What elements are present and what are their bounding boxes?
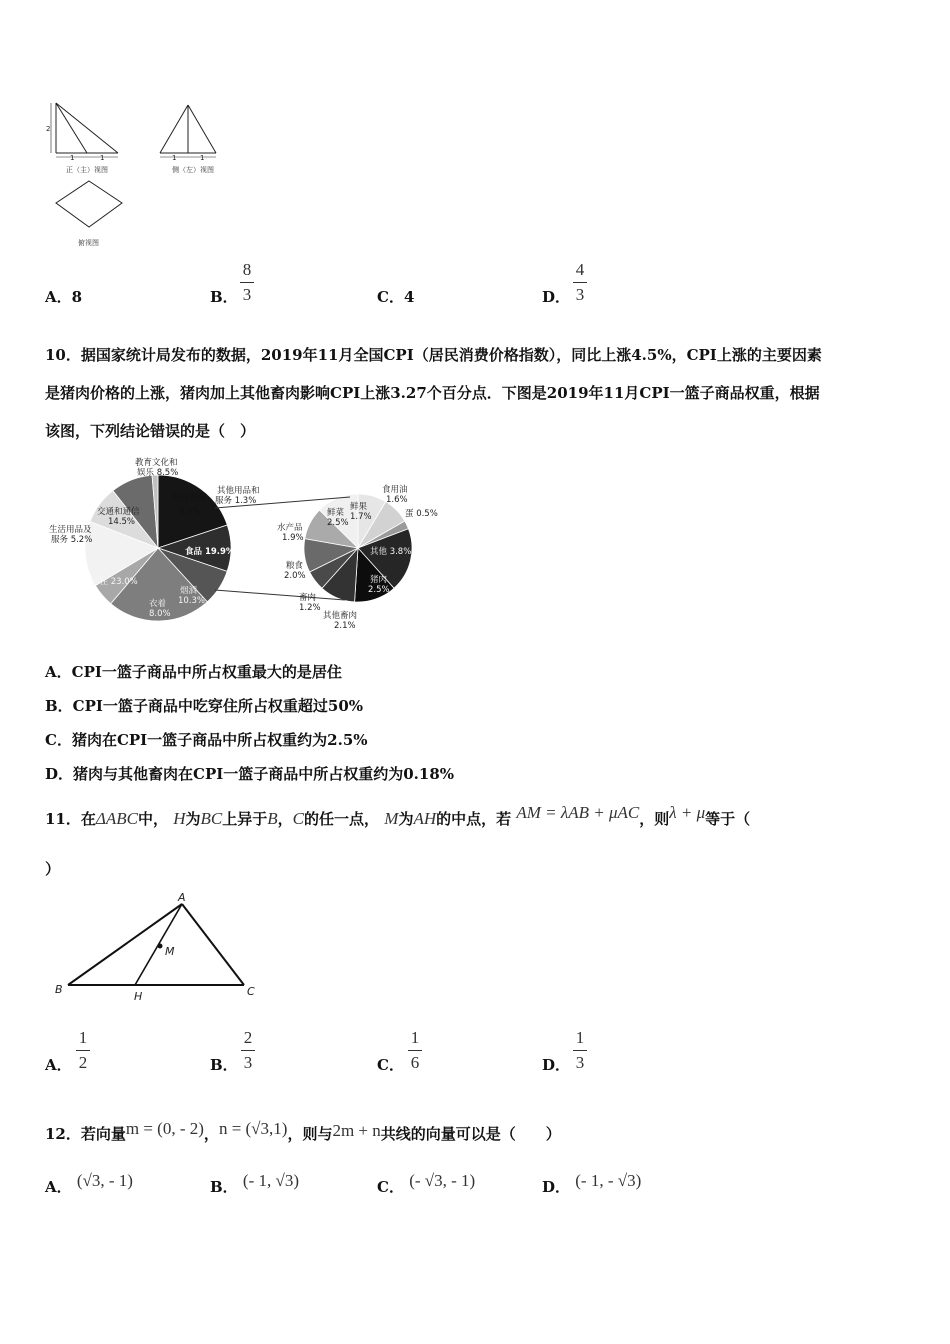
label-fruit-1: 鲜果 xyxy=(350,502,368,512)
q11-triangle: ΔABC xyxy=(95,809,138,828)
q11-text-5: 为 xyxy=(398,810,414,828)
q10-option-d[interactable]: D．猪肉与其他畜肉在CPI一篮子商品中所占权重约为0.18% xyxy=(45,765,455,783)
q11-fig-label-m: M xyxy=(165,945,175,958)
label-other-goods-2: 服务 1.3% xyxy=(215,496,257,506)
q10-option-a[interactable]: A．CPI一篮子商品中所占权重最大的是居住 xyxy=(45,663,342,681)
q9-option-a-value: 8 xyxy=(71,288,83,306)
side-view-dim-right: 1 xyxy=(200,154,205,162)
q11-option-c[interactable] xyxy=(377,1054,404,1075)
q11-text-1: 中， xyxy=(137,810,168,828)
q11-stem-close: ） xyxy=(45,860,61,878)
top-view-label: 俯视图 xyxy=(78,239,99,247)
side-view-label: 侧（左）视图 xyxy=(172,166,214,174)
top-view xyxy=(56,181,122,227)
q11-text-8: 等于（ xyxy=(705,810,751,828)
q11-option-c-fraction xyxy=(408,1028,422,1073)
label-grain-1: 粮食 xyxy=(286,561,304,571)
q11-fig-label-c: C xyxy=(247,985,255,998)
q11-option-a-fraction xyxy=(76,1028,90,1073)
q10-stem-line-2: 是猪肉价格的上涨，猪肉加上其他畜肉影响CPI上涨3.27个百分点．下图是2019年11月CPI一篮子商品权重，根据 xyxy=(45,384,820,402)
q11-option-d[interactable] xyxy=(542,1054,570,1075)
q10-option-b[interactable]: B．CPI一篮子商品中吃穿住所占权重超过50% xyxy=(45,697,364,715)
q11-option-b-denominator: 3 xyxy=(243,1053,253,1072)
q10-stem-line-3: 该图，下列结论错误的是（ ） xyxy=(45,422,256,440)
q12-expression: 2m + n xyxy=(332,1121,381,1140)
label-other: 其他 3.8% xyxy=(370,547,412,557)
q12-option-b-value: (- 1, √3) xyxy=(242,1171,299,1190)
q11-option-a-letter: A． xyxy=(45,1056,72,1074)
label-edu-1: 教育文化和 xyxy=(135,458,178,468)
q12-option-d-value: (- 1, - √3) xyxy=(575,1171,642,1190)
q11-fig-label-a: A xyxy=(178,891,186,904)
q12-option-c-letter: C． xyxy=(377,1178,404,1196)
label-housing: 居住 23.0% xyxy=(91,577,138,587)
label-fruit-2: 1.7% xyxy=(350,512,372,522)
q11-option-c-letter: C． xyxy=(377,1056,404,1074)
q11-option-c-numerator: 1 xyxy=(410,1028,420,1047)
label-other-meat-1: 其他畜肉 xyxy=(323,611,358,621)
q9-option-d-numerator: 4 xyxy=(575,260,585,279)
q12-stem xyxy=(45,1119,561,1145)
q11-vector-equation: AM = λAB + μAC xyxy=(516,803,640,822)
q11-option-d-letter: D． xyxy=(542,1056,571,1074)
q11-point-h: H xyxy=(173,809,186,828)
front-view-dim-right: 1 xyxy=(100,154,105,162)
label-tobacco-1: 烟酒 xyxy=(180,586,198,596)
label-medical-2: 9.3% xyxy=(179,507,201,517)
side-view xyxy=(160,105,216,157)
q11-midpoint-m-dot xyxy=(158,944,163,949)
side-view-dim-left: 1 xyxy=(172,154,177,162)
q11-option-d-denominator: 3 xyxy=(575,1053,585,1072)
q11-text-2: 为 xyxy=(185,810,201,828)
q12-prefix: 12．若向量 xyxy=(45,1125,126,1143)
q11-text-7: ，则 xyxy=(639,810,670,828)
label-daily-2: 服务 5.2% xyxy=(51,535,93,545)
label-veg-2: 2.5% xyxy=(327,518,349,528)
label-oil-1: 食用油 xyxy=(382,485,408,495)
label-grain-2: 2.0% xyxy=(284,571,306,581)
label-clothing-1: 衣着 xyxy=(149,599,167,609)
label-other-meat-2: 2.1% xyxy=(334,621,356,631)
q11-triangle-figure xyxy=(50,890,270,1005)
q12-option-b-letter: B． xyxy=(210,1178,238,1196)
q12-text-2: 共线的向量可以是（ ） xyxy=(380,1125,561,1143)
q11-option-b-numerator: 2 xyxy=(243,1028,253,1047)
q11-segment-ah: AH xyxy=(413,809,437,828)
q12-text-1: ，则与 xyxy=(287,1125,333,1143)
q12-option-a-value: (√3, - 1) xyxy=(76,1171,133,1190)
q11-point-b: B xyxy=(267,809,278,828)
q9-option-c-letter: C． xyxy=(377,288,404,306)
label-daily-1: 生活用品及 xyxy=(49,525,92,535)
q12-option-c[interactable] xyxy=(377,1171,476,1197)
q11-option-b-fraction xyxy=(241,1028,255,1073)
q11-text-6: 的中点，若 xyxy=(436,810,512,828)
label-egg: 蛋 0.5% xyxy=(405,509,438,519)
label-livestock-1: 畜肉 xyxy=(299,593,317,603)
q11-prefix: 11．在 xyxy=(45,810,96,828)
q11-option-d-fraction xyxy=(573,1028,587,1073)
label-oil-2: 1.6% xyxy=(386,495,408,505)
q11-point-m: M xyxy=(384,809,399,828)
q9-option-a[interactable] xyxy=(45,286,82,307)
q9-option-b[interactable] xyxy=(210,286,238,307)
q11-segment-bc: BC xyxy=(200,809,223,828)
label-pork-2: 2.5% xyxy=(368,585,390,595)
front-view-label: 正（主）视图 xyxy=(66,166,108,174)
q11-fig-label-h: H xyxy=(134,990,143,1003)
q11-option-a-numerator: 1 xyxy=(78,1028,88,1047)
label-aquatic-2: 1.9% xyxy=(282,533,304,543)
q10-stem-line-1: 10．据国家统计局发布的数据，2019年11月全国CPI（居民消费价格指数），同比上涨4.5%，CPI上涨的主要因素 xyxy=(45,346,822,364)
q11-point-c: C xyxy=(292,809,305,828)
q10-option-c[interactable]: C．猪肉在CPI一篮子商品中所占权重约为2.5% xyxy=(45,731,368,749)
q9-three-view-figure xyxy=(40,95,240,255)
label-veg-1: 鲜菜 xyxy=(327,508,345,518)
q11-text-3: 上异于 xyxy=(222,810,268,828)
front-view-dim-left: 1 xyxy=(70,154,75,162)
q11-option-d-numerator: 1 xyxy=(575,1028,585,1047)
front-view-height-label: 2 xyxy=(46,125,51,133)
q11-fig-label-b: B xyxy=(55,983,63,996)
label-other-goods-1: 其他用品和 xyxy=(217,486,260,496)
q12-option-d-letter: D． xyxy=(542,1178,571,1196)
front-view xyxy=(51,103,118,157)
q11-text-4: 的任一点， xyxy=(304,810,380,828)
q11-option-b[interactable] xyxy=(210,1054,238,1075)
label-livestock-2: 1.2% xyxy=(299,603,321,613)
label-transport-1: 交通和通信 xyxy=(97,507,140,517)
q12-option-b[interactable] xyxy=(210,1171,299,1197)
q12-option-a-letter: A． xyxy=(45,1178,72,1196)
label-clothing-2: 8.0% xyxy=(149,609,171,619)
q9-option-d-letter: D． xyxy=(542,288,571,306)
label-medical-1: 医疗保健 xyxy=(173,493,208,503)
q9-option-a-letter: A． xyxy=(45,288,72,306)
q12-option-d[interactable] xyxy=(542,1171,642,1197)
q9-option-b-numerator: 8 xyxy=(242,260,252,279)
q11-comma: ， xyxy=(277,810,293,828)
q11-sum-expression: λ + μ xyxy=(669,803,706,822)
label-tobacco-2: 10.3% xyxy=(178,596,206,606)
q9-option-c[interactable] xyxy=(377,286,414,307)
q9-option-c-value: 4 xyxy=(403,288,415,306)
q12-option-a[interactable] xyxy=(45,1171,133,1197)
q9-option-b-letter: B． xyxy=(210,288,238,306)
q9-option-b-denominator: 3 xyxy=(242,285,252,304)
q12-vector-m: m = (0, - 2) xyxy=(125,1119,204,1138)
q12-option-c-value: (- √3, - 1) xyxy=(409,1171,476,1190)
q9-option-b-fraction xyxy=(240,260,254,305)
q11-option-a-denominator: 2 xyxy=(78,1053,88,1072)
label-aquatic-1: 水产品 xyxy=(277,523,303,533)
q9-option-d-denominator: 3 xyxy=(575,285,585,304)
q9-option-d-fraction xyxy=(573,260,587,305)
q11-option-b-letter: B． xyxy=(210,1056,238,1074)
q12-vector-n: n = (√3,1) xyxy=(218,1119,288,1138)
q9-option-d[interactable] xyxy=(542,286,570,307)
label-pork-1: 猪肉 xyxy=(370,575,388,585)
label-transport-2: 14.5% xyxy=(108,517,136,527)
q11-stem-line-1 xyxy=(45,803,751,830)
label-edu-2: 娱乐 8.5% xyxy=(137,468,179,478)
label-food: 食品 19.9% xyxy=(185,547,235,557)
q11-option-a[interactable] xyxy=(45,1054,72,1075)
cpi-weight-pie-chart xyxy=(45,450,465,640)
q11-option-c-denominator: 6 xyxy=(410,1053,420,1072)
q12-comma: ， xyxy=(203,1125,219,1143)
